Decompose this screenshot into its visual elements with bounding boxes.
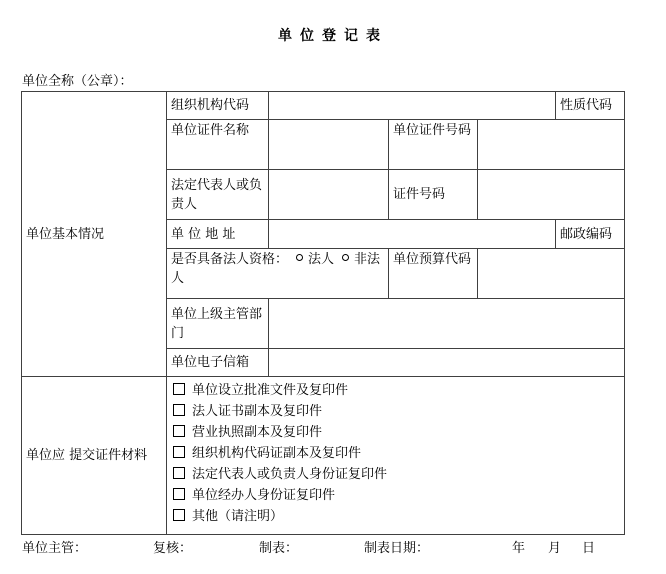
- nature-code-label: 性质代码: [556, 92, 625, 120]
- material-item[interactable]: 法定代表人或负责人身份证复印件: [171, 464, 620, 485]
- address-input[interactable]: [269, 220, 556, 249]
- address-label: 单 位 地 址: [167, 220, 269, 249]
- budget-code-input[interactable]: [478, 249, 625, 299]
- postcode-label: 邮政编码: [556, 220, 625, 249]
- materials-checklist: [167, 377, 625, 535]
- email-input[interactable]: [269, 349, 625, 377]
- materials-section-label: 单位应 提交证件材料: [22, 377, 167, 535]
- registration-form-table: [21, 91, 625, 535]
- reviewer-label: 复核：: [153, 541, 193, 556]
- form-title: 单位登记表: [278, 28, 388, 44]
- org-code-input[interactable]: [269, 92, 556, 120]
- legal-rep-label: 法定代表人或负责人: [167, 170, 269, 220]
- legal-status-question: 是否具备法人资格：: [171, 252, 289, 267]
- material-item[interactable]: 法人证书副本及复印件: [171, 401, 620, 422]
- unit-full-name-label: 单位全称（公章）：: [22, 74, 133, 89]
- material-item[interactable]: 其他（请注明）: [171, 506, 620, 527]
- cert-name-input[interactable]: [269, 120, 389, 170]
- checkbox[interactable]: [173, 467, 185, 479]
- form-footer: [22, 537, 632, 557]
- legal-radio[interactable]: [296, 254, 303, 261]
- checkbox[interactable]: [173, 446, 185, 458]
- superior-dept-label: 单位上级主管部门: [167, 299, 269, 349]
- cert-name-label: 单位证件名称: [167, 120, 269, 170]
- non-legal-option-label: 非法人: [171, 252, 381, 286]
- date-label: 制表日期：: [364, 541, 430, 556]
- non-legal-radio[interactable]: [342, 254, 349, 261]
- id-no-input[interactable]: [478, 170, 625, 220]
- id-no-label: 证件号码: [389, 170, 478, 220]
- day-label: 日: [582, 541, 596, 556]
- budget-code-label: 单位预算代码: [389, 249, 478, 299]
- legal-status-cell: [167, 249, 389, 299]
- cert-no-input[interactable]: [478, 120, 625, 170]
- checkbox[interactable]: [173, 425, 185, 437]
- checkbox[interactable]: [173, 509, 185, 521]
- superior-dept-input[interactable]: [269, 299, 625, 349]
- legal-option-label: 法人: [308, 252, 335, 267]
- cert-no-label: 单位证件号码: [389, 120, 478, 170]
- preparer-label: 制表：: [259, 541, 299, 556]
- material-item[interactable]: 单位经办人身份证复印件: [171, 485, 620, 506]
- material-item[interactable]: 单位设立批准文件及复印件: [171, 380, 620, 401]
- basic-info-section-label: 单位基本情况: [22, 92, 167, 377]
- checkbox[interactable]: [173, 488, 185, 500]
- checkbox[interactable]: [173, 383, 185, 395]
- supervisor-label: 单位主管：: [22, 541, 88, 556]
- email-label: 单位电子信箱: [167, 349, 269, 377]
- material-item[interactable]: 组织机构代码证副本及复印件: [171, 443, 620, 464]
- legal-rep-input[interactable]: [269, 170, 389, 220]
- year-label: 年: [512, 541, 526, 556]
- month-label: 月: [548, 541, 562, 556]
- material-item[interactable]: 营业执照副本及复印件: [171, 422, 620, 443]
- checkbox[interactable]: [173, 404, 185, 416]
- org-code-label: 组织机构代码: [167, 92, 269, 120]
